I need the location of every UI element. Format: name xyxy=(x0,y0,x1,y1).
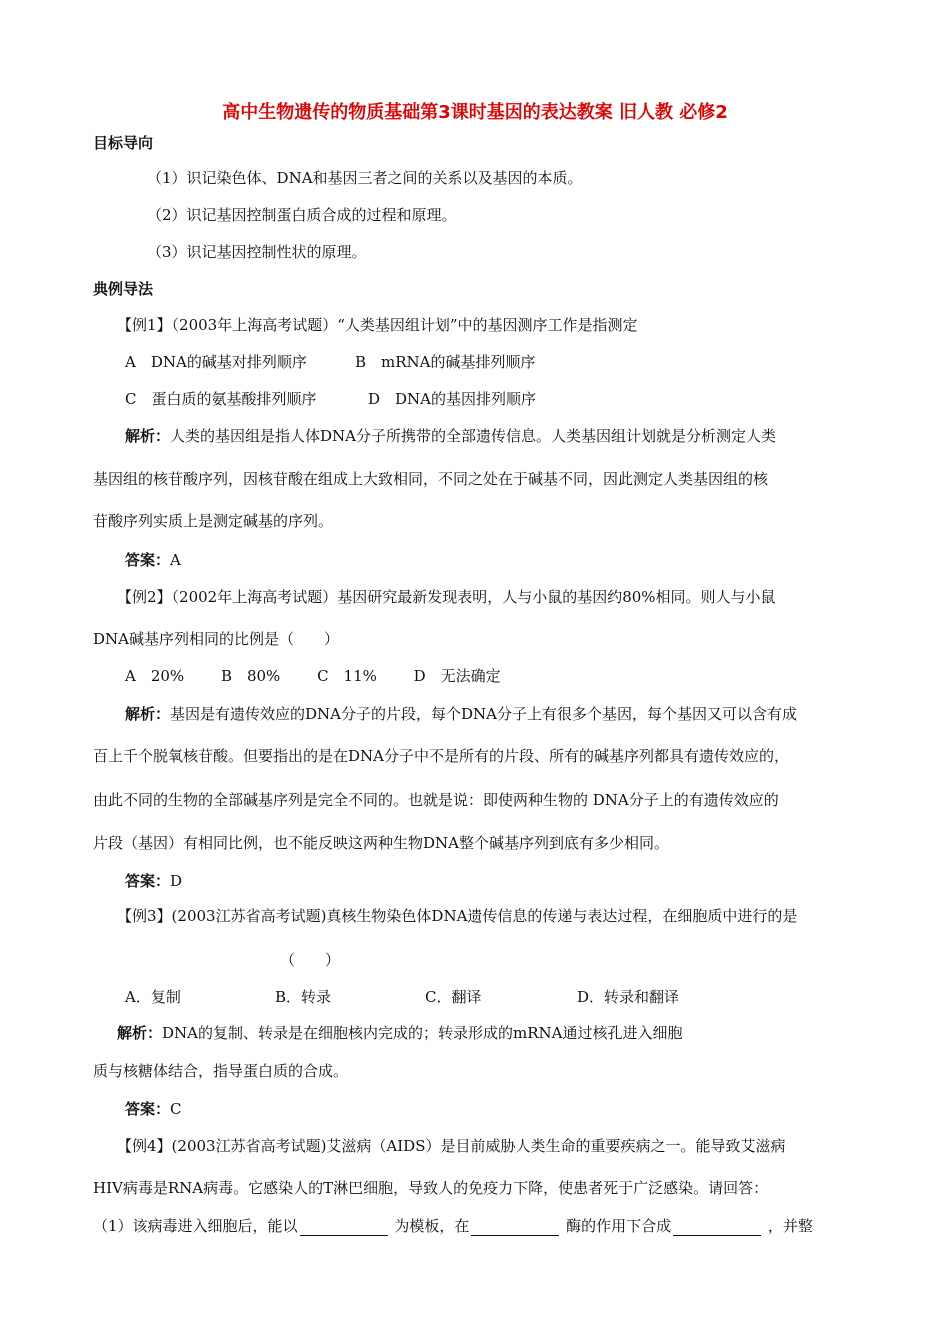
example-4-fill-text-1: （1）该病毒进入细胞后，能以 xyxy=(93,1217,298,1235)
document-title: 高中生物遗传的物质基础第3课时基因的表达教案 旧人教 必修2 xyxy=(222,102,728,123)
example-1-options-row-2 xyxy=(125,389,536,409)
blank-product-field[interactable] xyxy=(673,1219,761,1236)
example-2-analysis-text-1: 基因是有遗传效应的DNA分子的片段，每个DNA分子上有很多个基因，每个基因又可以含有成 xyxy=(170,705,797,723)
example-3-answer-bracket: （ ） xyxy=(280,951,341,969)
example-2-analysis-line-4: 片段（基因）有相同比例，也不能反映这两种生物DNA整个碱基序列到底有多少相同。 xyxy=(93,834,669,852)
goal-item-2: （2）识记基因控制蛋白质合成的过程和原理。 xyxy=(147,206,457,224)
example-1-options-row-1 xyxy=(125,352,536,372)
example-3-answer-label: 答案： xyxy=(125,1100,171,1118)
example-3-option-d: D．转录和翻译 xyxy=(577,988,680,1006)
example-2-analysis-line-1 xyxy=(125,704,797,724)
goal-item-3: （3）识记基因控制性状的原理。 xyxy=(147,243,367,261)
section-heading-examples: 典例导法 xyxy=(93,280,154,298)
example-1-analysis-line-2: 基因组的核苷酸序列，因核苷酸在组成上大致相同，不同之处在于碱基不同，因此测定人类基因组的核 xyxy=(93,470,769,488)
example-1-analysis-label: 解析： xyxy=(125,427,171,445)
example-2-analysis-line-2: 百上千个脱氧核苷酸。但要指出的是在DNA分子中不是所有的片段、所有的碱基序列都具有遗传效应的， xyxy=(93,747,789,765)
example-4-fill-text-2: 为模板，在 xyxy=(394,1217,470,1235)
example-4-fill-in-line xyxy=(93,1216,813,1236)
example-3-question-line-1: 【例3】(2003江苏省高考试题)真核生物染色体DNA遗传信息的传递与表达过程，在细胞质中进行的是 xyxy=(117,907,798,925)
blank-enzyme-field[interactable] xyxy=(471,1219,559,1236)
example-3-option-c: C．翻译 xyxy=(425,988,482,1006)
example-1-option-d: D DNA的基因排列顺序 xyxy=(368,390,537,408)
example-3-answer xyxy=(125,1099,182,1119)
example-4-fill-text-3: 酶的作用下合成 xyxy=(566,1217,672,1235)
example-2-answer-value: D xyxy=(170,872,183,890)
example-1-answer-value: A xyxy=(170,551,181,569)
goal-item-1: （1）识记染色体、DNA和基因三者之间的关系以及基因的本质。 xyxy=(147,169,583,187)
example-3-answer-value: C xyxy=(170,1100,182,1118)
example-2-analysis-line-3: 由此不同的生物的全部碱基序列是完全不同的。也就是说：即使两种生物的 DNA分子上的有遗传效应的 xyxy=(93,791,779,809)
example-3-options xyxy=(125,987,679,1007)
example-1-option-c: C 蛋白质的氨基酸排列顺序 xyxy=(125,390,317,408)
example-2-answer-label: 答案： xyxy=(125,872,171,890)
example-2-options: A 20% B 80% C 11% D 无法确定 xyxy=(125,667,501,685)
example-2-answer xyxy=(125,871,182,891)
example-4-question-line-1: 【例4】(2003江苏省高考试题)艾滋病（AIDS）是目前威胁人类生命的重要疾病之一。能导致艾滋病 xyxy=(117,1137,786,1155)
example-3-option-b: B．转录 xyxy=(275,988,332,1006)
example-1-answer-label: 答案： xyxy=(125,551,171,569)
example-3-analysis-text-1: DNA的复制、转录是在细胞核内完成的；转录形成的mRNA通过核孔进入细胞 xyxy=(162,1024,683,1042)
example-1-option-a: A DNA的碱基对排列顺序 xyxy=(125,353,307,371)
example-2-question-line-2: DNA碱基序列相同的比例是（ ） xyxy=(93,630,339,648)
example-3-analysis-label: 解析： xyxy=(117,1024,163,1042)
example-1-question: 【例1】（2003年上海高考试题）“人类基因组计划”中的基因测序工作是指测定 xyxy=(117,316,638,334)
blank-template-field[interactable] xyxy=(300,1219,388,1236)
example-1-option-b: B mRNA的碱基排列顺序 xyxy=(355,353,536,371)
section-heading-goals: 目标导向 xyxy=(93,134,154,152)
example-2-question-line-1: 【例2】（2002年上海高考试题）基因研究最新发现表明，人与小鼠的基因约80%相同。则人与小鼠 xyxy=(117,588,776,606)
example-4-fill-text-4: ，并整 xyxy=(767,1217,813,1235)
example-4-question-line-2: HIV病毒是RNA病毒。它感染人的T淋巴细胞，导致人的免疫力下降，使患者死于广泛感染。请回答： xyxy=(93,1179,769,1197)
example-1-analysis-line-3: 苷酸序列实质上是测定碱基的序列。 xyxy=(93,512,334,530)
example-3-analysis-line-2: 质与核糖体结合，指导蛋白质的合成。 xyxy=(93,1062,349,1080)
example-1-answer xyxy=(125,550,181,570)
example-2-analysis-label: 解析： xyxy=(125,705,171,723)
example-3-option-a: A．复制 xyxy=(125,988,181,1006)
example-1-analysis-line-1 xyxy=(125,426,776,446)
example-3-analysis-line-1 xyxy=(117,1023,682,1043)
example-1-analysis-text-1: 人类的基因组是指人体DNA分子所携带的全部遗传信息。人类基因组计划就是分析测定人类 xyxy=(170,427,777,445)
